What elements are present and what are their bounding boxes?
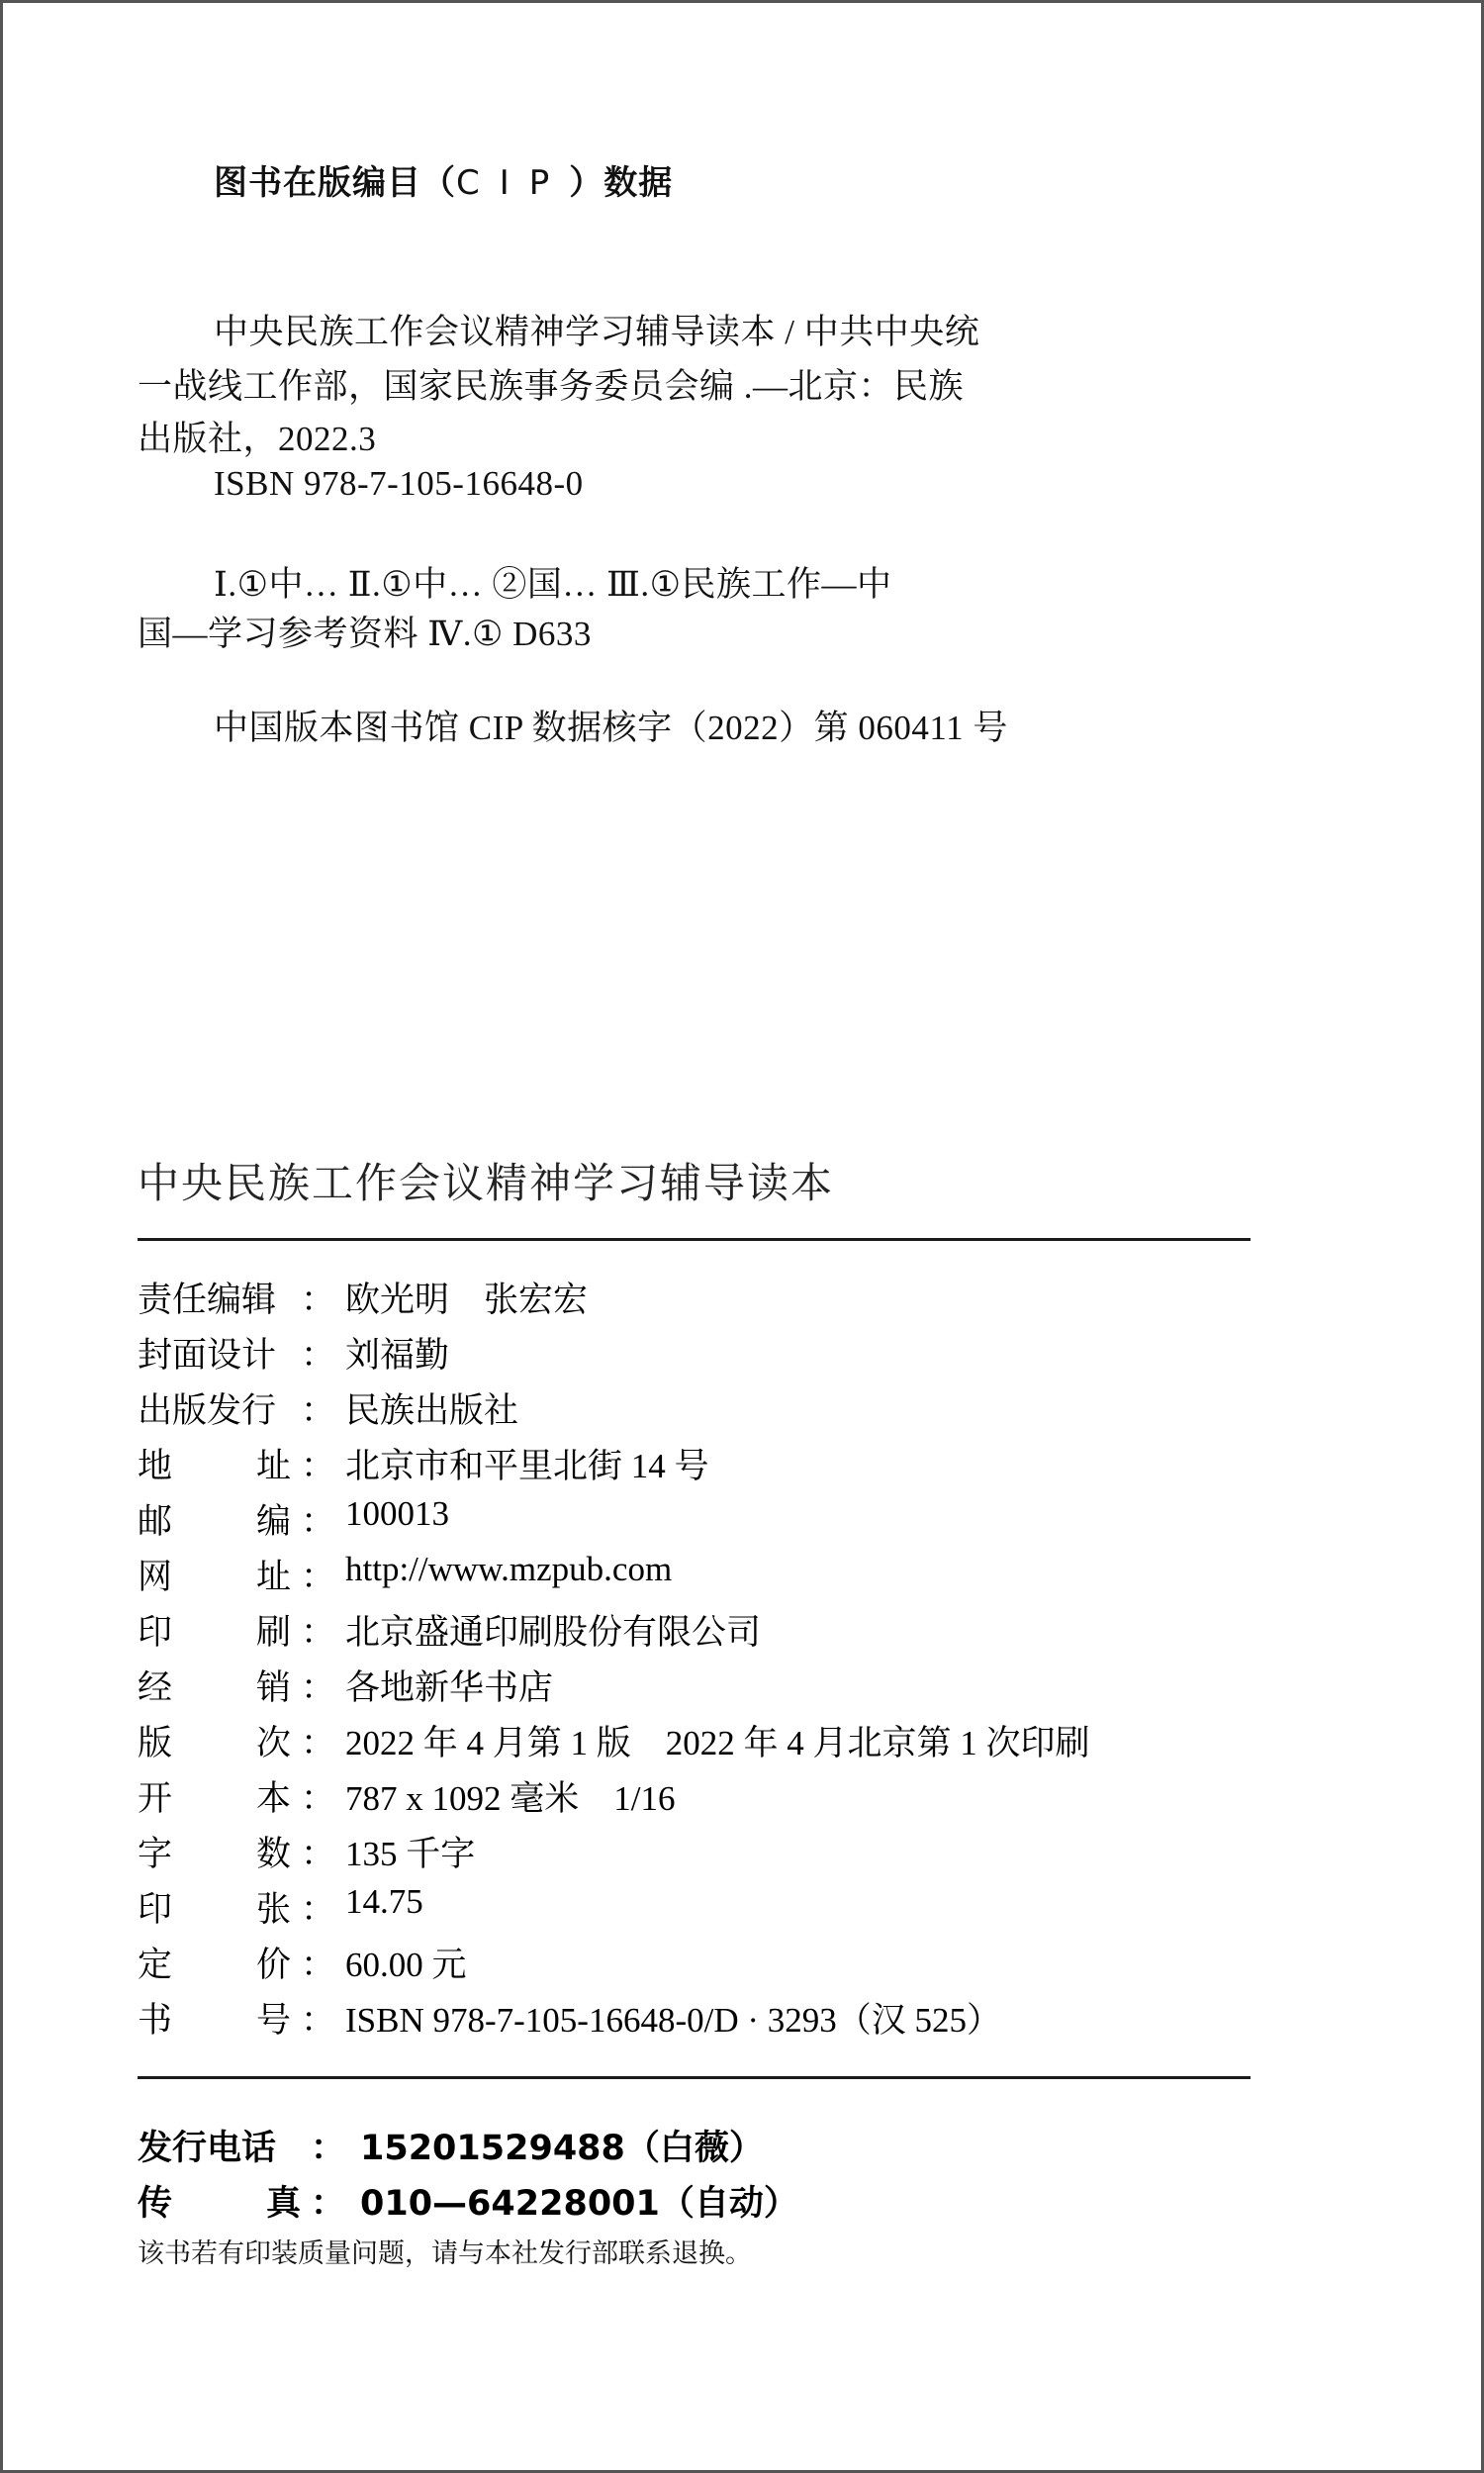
cip-classification-line-1: Ⅰ.①中… Ⅱ.①中… ②国… Ⅲ.①民族工作—中: [214, 565, 892, 604]
cip-classification-line-2: 国—学习参考资料 Ⅳ.① D633: [138, 615, 592, 653]
info-value: 刘福勤: [345, 1336, 450, 1375]
contact-label-char-1: 传: [138, 2184, 173, 2224]
info-value: 北京市和平里北街 14 号: [345, 1447, 709, 1485]
info-value: 787 x 1092 毫米 1/16: [345, 1779, 676, 1818]
cip-heading-latin: CIP: [456, 163, 570, 203]
info-label-char-1: 邮: [138, 1502, 173, 1541]
info-colon: ：: [301, 1890, 336, 1929]
info-colon: ：: [301, 1336, 336, 1375]
info-label-char-2: 址: [256, 1447, 292, 1485]
cip-record-line-2: 一战线工作部，国家民族事务委员会编 .—北京：民族: [138, 367, 965, 406]
info-colon: ：: [301, 1447, 336, 1485]
info-colon: ：: [301, 1668, 336, 1707]
info-label-char-1: 书: [138, 2001, 173, 2040]
contact-colon: ：: [311, 2184, 346, 2224]
info-label-char-2: 数: [256, 1835, 292, 1873]
info-colon: ：: [301, 1779, 336, 1818]
info-value: 各地新华书店: [345, 1668, 554, 1707]
info-value: 135 千字: [345, 1835, 476, 1873]
info-value: 欧光明 张宏宏: [345, 1281, 589, 1319]
info-label-char-1: 字: [138, 1835, 173, 1873]
phone-number[interactable]: 15201529488（白薇）: [360, 2129, 764, 2168]
info-value: 100013: [345, 1494, 449, 1533]
cip-record-line-1: 中央民族工作会议精神学习辅导读本 / 中共中央统: [214, 313, 980, 351]
info-label-char-2: 本: [256, 1779, 292, 1818]
cip-isbn-line: ISBN 978-7-105-16648-0: [214, 464, 584, 503]
info-label-char-1: 印: [138, 1890, 173, 1929]
info-colon: ：: [301, 1946, 336, 1984]
cip-record-line-3: 出版社，2022.3: [138, 420, 377, 458]
info-colon: ：: [301, 1835, 336, 1873]
info-label-char-2: 价: [256, 1946, 292, 1984]
info-label-char-2: 号: [256, 2001, 292, 2040]
info-colon: ：: [301, 1281, 336, 1319]
info-label-char-1: 印: [138, 1613, 173, 1652]
cip-heading: [214, 155, 673, 204]
contact-label: 发行电话: [138, 2129, 277, 2168]
info-label-char-2: 址: [256, 1558, 292, 1596]
contact-label-char-2: 真: [266, 2184, 302, 2224]
info-label: 封面设计: [138, 1336, 277, 1375]
book-title: 中央民族工作会议精神学习辅导读本: [138, 1159, 835, 1207]
info-value: 2022 年 4 月第 1 版 2022 年 4 月北京第 1 次印刷: [345, 1724, 1090, 1762]
info-label-char-2: 编: [256, 1502, 292, 1541]
info-label-char-1: 经: [138, 1668, 173, 1707]
info-value: ISBN 978-7-105-16648-0/D · 3293（汉 525）: [345, 2001, 1002, 2040]
cip-number: 中国版本图书馆 CIP 数据核字（2022）第 060411 号: [214, 709, 1008, 747]
divider-bottom: [138, 2076, 1251, 2079]
info-label: 出版发行: [138, 1391, 277, 1430]
info-colon: ：: [301, 1613, 336, 1652]
website-link[interactable]: http://www.mzpub.com: [345, 1550, 673, 1588]
cip-heading-prefix: 图书在版编目（: [214, 163, 456, 203]
info-label-char-1: 地: [138, 1447, 173, 1485]
info-colon: ：: [301, 1724, 336, 1762]
info-value: 60.00 元: [345, 1946, 467, 1984]
info-label-char-1: 开: [138, 1779, 173, 1818]
info-colon: ：: [301, 1502, 336, 1541]
info-label-char-2: 刷: [256, 1613, 292, 1652]
contact-colon: ：: [311, 2129, 346, 2168]
info-label-char-1: 网: [138, 1558, 173, 1596]
fax-number[interactable]: 010—64228001（自动）: [360, 2184, 798, 2224]
info-value: 民族出版社: [345, 1391, 519, 1430]
info-colon: ：: [301, 1558, 336, 1596]
info-label-char-1: 定: [138, 1946, 173, 1984]
info-label-char-1: 版: [138, 1724, 173, 1762]
info-label: 责任编辑: [138, 1281, 277, 1319]
info-label-char-2: 次: [256, 1724, 292, 1762]
info-value: 14.75: [345, 1882, 423, 1921]
info-label-char-2: 销: [256, 1668, 292, 1707]
info-colon: ：: [301, 2001, 336, 2040]
info-label-char-2: 张: [256, 1890, 292, 1929]
divider-top: [138, 1238, 1251, 1241]
info-value: 北京盛通印刷股份有限公司: [345, 1613, 762, 1652]
info-colon: ：: [301, 1391, 336, 1430]
quality-notice: 该书若有印装质量问题，请与本社发行部联系退换。: [138, 2238, 752, 2269]
cip-heading-suffix: ）数据: [569, 163, 674, 203]
